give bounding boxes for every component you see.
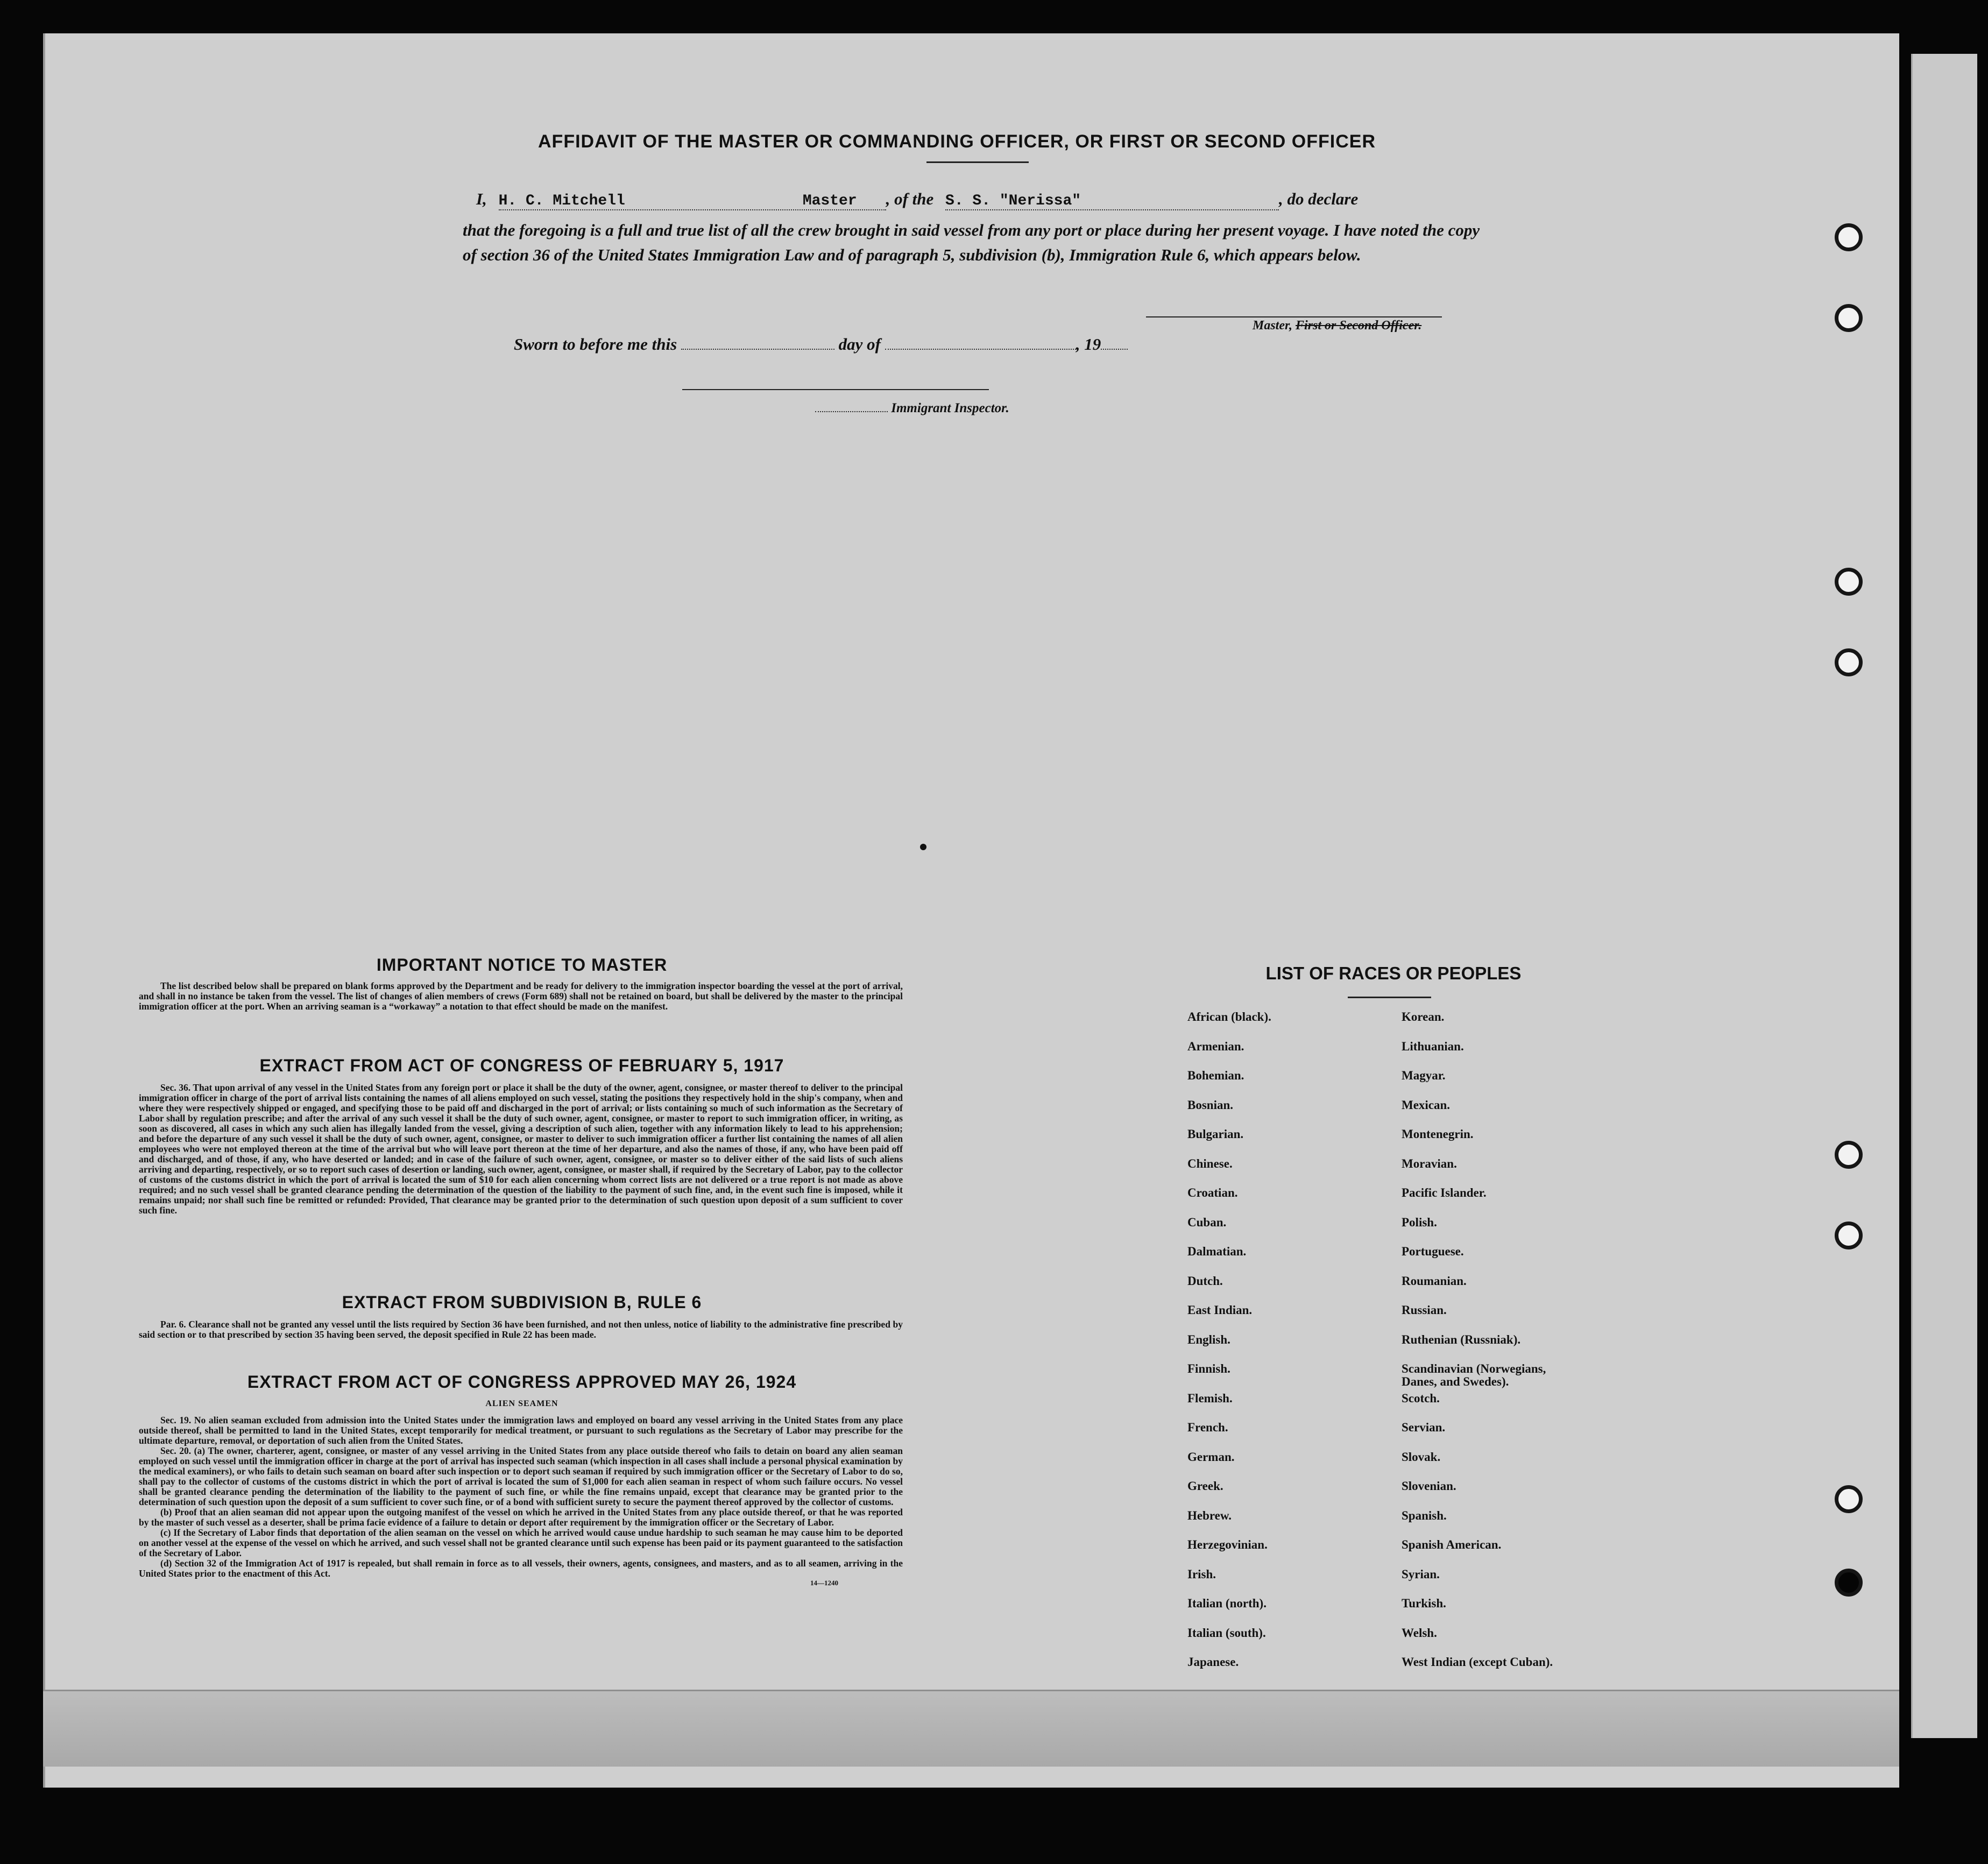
sec-20a-paragraph: Sec. 20. (a) The owner, charterer, agent, consignee, or master of any vessel arriving in the United States from any place outside thereof who fails to detain on board any alien seaman employed on such vessel until the immigration officer in charge at the port of arrival has inspected such seaman (which inspection in all cases shall include a personal physical examination by the medical examiners), or who fails to detain such seaman on board after such inspection or to deport such seaman if required by such immigration officer or the Secretary of Labor to do so, shall pay to the collector of customs of the customs district in which the port of arrival is located the sum of $1,000 for each alien seaman in respect of whom such failure occurs. No vessel shall be granted clearance pending the determination of the liability to the payment of such fine, or while the fine remains unpaid, except that clearance may be granted prior to the determination of such question upon the deposit of a sum sufficient to cover such fine, or of a bond with sufficient surety to secure the payment thereof approved by the collector of customs. bbox=[139, 1445, 903, 1507]
race-item: German. bbox=[1187, 1450, 1235, 1464]
declaration-line bbox=[476, 189, 1358, 210]
race-item: Dutch. bbox=[1187, 1274, 1223, 1288]
struck-officer-label: First or Second Officer. bbox=[1296, 319, 1422, 333]
ink-speck bbox=[920, 844, 926, 850]
binder-hole bbox=[1835, 223, 1863, 251]
race-item: Cuban. bbox=[1187, 1216, 1227, 1229]
race-item: Armenian. bbox=[1187, 1040, 1244, 1053]
sec-19-paragraph: Sec. 19. No alien seaman excluded from admission into the United States under the immigration laws and employed on board any vessel arriving in the United States from any place outside thereof, shall be permitted to land in the United States, except temporarily for medical treatment, or pursuant to such regulations as the Secretary of Labor may prescribe for the ultimate departure, removal, or deportation of such alien from the United States. bbox=[139, 1415, 903, 1446]
race-item: Greek. bbox=[1187, 1479, 1223, 1493]
sworn-line bbox=[514, 335, 1128, 354]
notice-paragraph: The list described below shall be prepared on blank forms approved by the Department and be ready for delivery to the immigration inspector boarding the vessel at the port of arrival, and shall in no instance be taken from the vessel. The list of changes of alien members of crews (Form 689) shall not be retained on board, but shall be delivered by the master to the principal immigration officer at the port. When an arriving seaman is a “workaway” a notation to that effect should be made on the manifest. bbox=[139, 980, 903, 1012]
of-the-label: , of the bbox=[886, 189, 934, 208]
race-item: Montenegrin. bbox=[1402, 1127, 1474, 1141]
race-item: Bulgarian. bbox=[1187, 1127, 1244, 1141]
race-item: Polish. bbox=[1402, 1216, 1437, 1229]
extract-1917-title: EXTRACT FROM ACT OF CONGRESS OF FEBRUARY 5, 1917 bbox=[259, 1056, 784, 1075]
inspector-label: Immigrant Inspector. bbox=[891, 401, 1009, 415]
page-edge bbox=[1911, 54, 1977, 1738]
race-item: Hebrew. bbox=[1187, 1509, 1232, 1522]
binder-hole bbox=[1835, 1569, 1863, 1597]
sec-20b-paragraph: (b) Proof that an alien seaman did not appear upon the outgoing manifest of the vessel on which he arrived in the United States from any place outside thereof, or that he was reported by the master of such vessel as a deserter, shall be prima facie evidence of a failure to detain or deport after requirement by the immigration officer or the Secretary of Labor. bbox=[139, 1507, 903, 1528]
day-blank bbox=[681, 349, 834, 350]
vessel-name: S. S. "Nerissa" bbox=[945, 193, 1279, 210]
binder-hole bbox=[1835, 1141, 1863, 1169]
race-item: Syrian. bbox=[1402, 1568, 1440, 1581]
notice-text bbox=[139, 981, 903, 1012]
title-underline bbox=[926, 161, 1029, 163]
month-blank bbox=[885, 349, 1076, 350]
race-item: Slovenian. bbox=[1402, 1479, 1456, 1493]
declarant-name bbox=[499, 193, 886, 210]
inspector-signature-line bbox=[682, 389, 989, 390]
extract-1924-text bbox=[139, 1415, 903, 1588]
race-item: Pacific Islander. bbox=[1402, 1186, 1487, 1199]
races-title: LIST OF RACES OR PEOPLES bbox=[1265, 963, 1522, 983]
rank-value: Master bbox=[802, 193, 857, 209]
race-item: Russian. bbox=[1402, 1303, 1447, 1317]
race-item: Spanish. bbox=[1402, 1509, 1447, 1522]
bottom-fold bbox=[43, 1690, 1899, 1767]
race-item: Bosnian. bbox=[1187, 1098, 1234, 1112]
signature-label bbox=[1253, 319, 1421, 333]
inspector-blank bbox=[815, 411, 888, 412]
race-item: French. bbox=[1187, 1421, 1228, 1434]
race-item: Irish. bbox=[1187, 1568, 1216, 1581]
race-item: African (black). bbox=[1187, 1010, 1271, 1023]
race-item: Ruthenian (Russniak). bbox=[1402, 1333, 1521, 1346]
race-item: Portuguese. bbox=[1402, 1245, 1464, 1258]
race-item: Korean. bbox=[1402, 1010, 1445, 1023]
form-number: 14—1240 bbox=[810, 1579, 838, 1587]
race-item: Flemish. bbox=[1187, 1392, 1233, 1405]
sec-20c-paragraph: (c) If the Secretary of Labor finds that deportation of the alien seaman on the vessel on which he arrived would cause undue hardship to such seaman he may cause him to be deported on another vessel at the expense of the vessel on which he arrived, and such vessel shall not be granted clearance until such expense has been paid or its payment guaranteed to the satisfaction of the Secretary of Labor. bbox=[139, 1527, 903, 1558]
binder-hole bbox=[1835, 1485, 1863, 1513]
binder-hole bbox=[1835, 648, 1863, 676]
race-item: Servian. bbox=[1402, 1421, 1446, 1434]
race-item: Mexican. bbox=[1402, 1098, 1451, 1112]
race-item: Slovak. bbox=[1402, 1450, 1441, 1464]
races-title-underline bbox=[1348, 997, 1431, 998]
race-item: Bohemian. bbox=[1187, 1069, 1244, 1082]
declaration-body: that the foregoing is a full and true list of all the crew brought in said vessel from any port or place during her present voyage. I have noted the copy of section 36 of the United States Immigration Law and of paragraph 5, subdivision (b), Immigration Rule 6, which appears below. bbox=[463, 221, 1480, 264]
race-item: East Indian. bbox=[1187, 1303, 1253, 1317]
race-item: Italian (south). bbox=[1187, 1626, 1266, 1640]
race-item: Japanese. bbox=[1187, 1655, 1239, 1669]
affidavit-title: AFFIDAVIT OF THE MASTER OR COMMANDING OFFICER, OR FIRST OR SECOND OFFICER bbox=[538, 131, 1376, 152]
race-item: West Indian (except Cuban). bbox=[1402, 1655, 1553, 1669]
race-item: Finnish. bbox=[1187, 1362, 1230, 1375]
year-label: , 19 bbox=[1076, 335, 1101, 354]
sec-20d-paragraph: (d) Section 32 of the Immigration Act of 1917 is repealed, but shall remain in force as to all vessels, their owners, agents, consignees, and masters, and as to all seamen, arriving in the United States prior to the enactment of this Act. bbox=[139, 1558, 903, 1579]
i-label: I, bbox=[476, 189, 487, 208]
race-item: English. bbox=[1187, 1333, 1230, 1346]
race-item: Italian (north). bbox=[1187, 1597, 1267, 1610]
race-item: Welsh. bbox=[1402, 1626, 1437, 1640]
race-item: Scotch. bbox=[1402, 1392, 1440, 1405]
extract-rule6-paragraph: Par. 6. Clearance shall not be granted any vessel until the lists required by Section 36 have been furnished, and not then unless, notice of liability to the administrative fine prescribed by said section or to that prescribed by section 35 having been served, the deposit specified in Rule 22 has been made. bbox=[139, 1319, 903, 1340]
do-declare-label: , do declare bbox=[1279, 189, 1359, 208]
race-item: Roumanian. bbox=[1402, 1274, 1467, 1288]
race-item: Danes, and Swedes). bbox=[1402, 1375, 1509, 1388]
race-item: Turkish. bbox=[1402, 1597, 1446, 1610]
race-item: Lithuanian. bbox=[1402, 1040, 1464, 1053]
master-label: Master, bbox=[1253, 319, 1293, 333]
race-item: Dalmatian. bbox=[1187, 1245, 1247, 1258]
extract-rule6-text bbox=[139, 1319, 903, 1340]
year-blank bbox=[1101, 349, 1128, 350]
race-item: Herzegovinian. bbox=[1187, 1538, 1268, 1551]
race-item: Moravian. bbox=[1402, 1157, 1457, 1170]
race-item: Scandinavian (Norwegians, bbox=[1402, 1362, 1546, 1375]
race-item: Croatian. bbox=[1187, 1186, 1238, 1199]
name-value: H. C. Mitchell bbox=[498, 193, 625, 209]
binder-hole bbox=[1835, 304, 1863, 332]
day-of-label: day of bbox=[838, 335, 881, 354]
extract-1924-title: EXTRACT FROM ACT OF CONGRESS APPROVED MAY 26, 1924 bbox=[247, 1372, 797, 1392]
race-item: Spanish American. bbox=[1402, 1538, 1502, 1551]
notice-title: IMPORTANT NOTICE TO MASTER bbox=[376, 955, 668, 975]
binder-hole bbox=[1835, 568, 1863, 596]
extract-1917-paragraph: Sec. 36. That upon arrival of any vessel in the United States from any foreign port or place it shall be the duty of the owner, agent, consignee, or master thereof to deliver to the principal immigration officer in charge of the port of arrival lists containing the names of all aliens employed on such vessel, stating the positions they respectively hold in the ship's company, when and where they were respectively shipped or engaged, and specifying those to be paid off and discharged in the port of arrival; or lists containing so much of such information as the Secretary of Labor shall by regulation prescribe; and after the arrival of any such vessel it shall be the duty of such owner, agent, consignee, or master to report to such immigration officer, in writing, as soon as discovered, all cases in which any such alien has illegally landed from the vessel, giving a description of such alien, together with any information likely to lead to his apprehension; and before the departure of any such vessel it shall be the duty of such owner, agent, consignee, or master to deliver to such immigration officer a further list containing the names of all alien employees who were not employed thereon at the time of the arrival but who will leave port thereon at the time of her departure, and also the names of those, if any, who have been paid off and discharged, and of those, if any, who have deserted or landed; and in case of the failure of such owner, agent, consignee, or master so to deliver either of the said lists of such aliens arriving and departing, respectively, or so to report such cases of desertion or landing, such owner, agent, consignee, or master shall, if required by the Secretary of Labor, pay to the collector of customs of the customs district in which the port of arrival is located the sum of $10 for each alien concerning whom correct lists are not delivered or a true report is not made as above required; and no such vessel shall be granted clearance pending the determination of the question of the liability to the payment of such fine, and, in the event such fine is imposed, while it remains unpaid; nor shall such fine be remitted or refunded: Provided, That clearance may be granted prior to the determination of such question upon deposit of a sum sufficient to cover such fine. bbox=[139, 1082, 903, 1216]
alien-seamen-subtitle: ALIEN SEAMEN bbox=[485, 1399, 558, 1408]
race-item: Magyar. bbox=[1402, 1069, 1446, 1082]
inspector-line bbox=[815, 401, 1009, 416]
binder-hole bbox=[1835, 1222, 1863, 1249]
signature-line bbox=[1146, 316, 1442, 317]
extract-rule6-title: EXTRACT FROM SUBDIVISION B, RULE 6 bbox=[342, 1293, 702, 1312]
extract-1917-text bbox=[139, 1083, 903, 1216]
sworn-label: Sworn to before me this bbox=[514, 335, 677, 354]
race-item: Chinese. bbox=[1187, 1157, 1233, 1170]
